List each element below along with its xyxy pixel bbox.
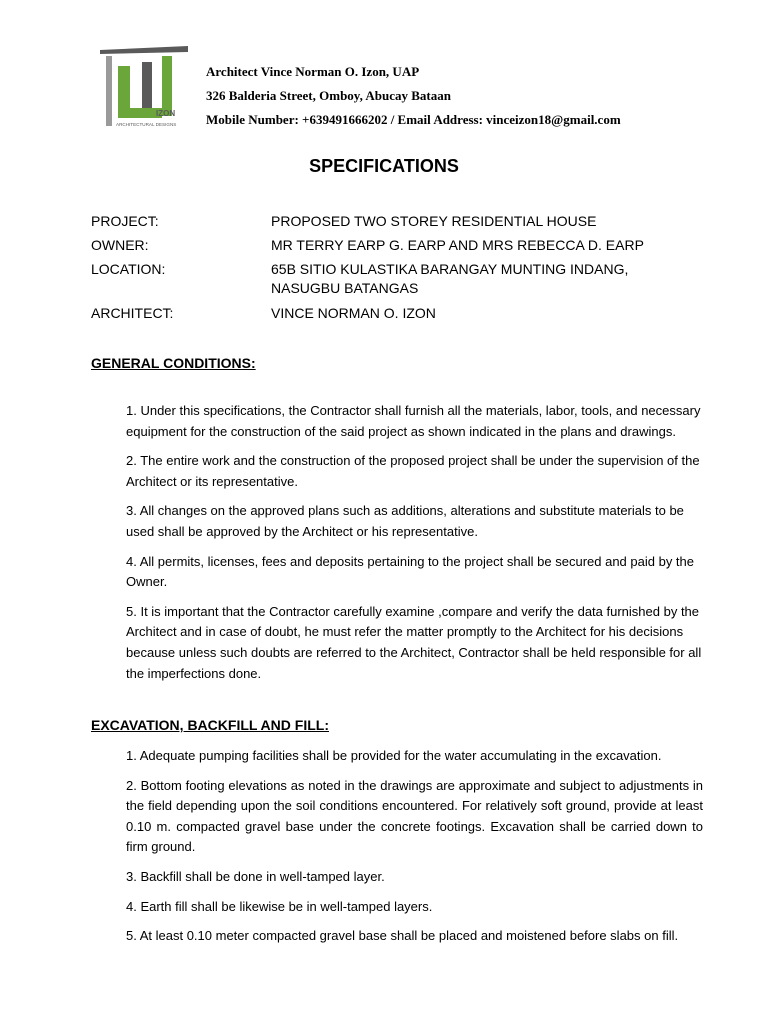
general-conditions-list	[126, 401, 703, 693]
architect-name: Architect Vince Norman O. Izon, UAP	[206, 64, 420, 79]
list-item: 5. At least 0.10 meter compacted gravel base shall be placed and moistened before slabs on fill.	[126, 928, 679, 944]
info-value: PROPOSED TWO STOREY RESIDENTIAL HOUSE	[271, 213, 597, 229]
info-value: 65B SITIO KULASTIKA BARANGAY MUNTING INDANG, NASUGBU BATANGAS	[271, 261, 629, 296]
info-value: MR TERRY EARP G. EARP AND MRS REBECCA D. EARP	[271, 237, 644, 253]
list-item: 3. All changes on the approved plans such as additions, alterations and substitute materials to be used shall be approved by the Architect or his representative.	[126, 503, 684, 539]
info-label: LOCATION:	[91, 261, 166, 277]
logo-right-bar	[162, 56, 172, 116]
list-item: 4. Earth fill shall be likewise be in well-tamped layers.	[126, 898, 433, 914]
project-info	[91, 212, 691, 328]
info-label: PROJECT:	[91, 213, 159, 229]
info-label: OWNER:	[91, 237, 149, 253]
section-heading-excavation: EXCAVATION, BACKFILL AND FILL:	[91, 717, 329, 733]
info-row-owner	[91, 236, 691, 255]
excavation-list	[126, 746, 703, 956]
info-row-location	[91, 260, 691, 298]
list-item: 1. Under this specifications, the Contractor shall furnish all the materials, labor, tools, and necessary equipment for the construction of the said project as shown indicated in the plans and drawings.	[126, 403, 701, 439]
logo-left-post	[106, 56, 112, 126]
logo-roof	[100, 46, 188, 54]
info-label: ARCHITECT:	[91, 305, 174, 321]
list-item: 3. Backfill shall be done in well-tamped layer.	[126, 868, 385, 884]
logo-center-bar	[142, 62, 152, 108]
list-item: 2. The entire work and the construction of the proposed project shall be under the supervision of the Architect or its representative.	[126, 453, 700, 489]
info-row-project	[91, 212, 691, 231]
firm-logo	[96, 44, 192, 130]
list-item: 5. It is important that the Contractor carefully examine ,compare and verify the data furnished by the Architect and in case of doubt, he must refer the matter promptly to the Architect for his decisions because unless such doubts are referred to the Architect, Contractor shall be held responsible for all the imperfections done.	[126, 603, 702, 681]
list-item: 4. All permits, licenses, fees and deposits pertaining to the project shall be secured and paid by the Owner.	[126, 553, 695, 590]
document-title: SPECIFICATIONS	[309, 156, 459, 176]
contact-info: Mobile Number: +639491666202 / Email Address: vinceizon18@gmail.com	[206, 112, 621, 127]
letterhead-text	[206, 60, 621, 132]
list-item: 2. Bottom footing elevations as noted in the drawings are approximate and subject to adjustments in the field depending upon the soil conditions encountered. For relatively soft ground, provide at least 0.10 m. compacted gravel base under the concrete footings. Excavation shall be carried down to firm ground.	[126, 777, 703, 855]
info-row-architect	[91, 304, 691, 323]
info-value: VINCE NORMAN O. IZON	[271, 305, 436, 321]
list-item: 1. Adequate pumping facilities shall be provided for the water accumulating in the excavation.	[126, 748, 662, 763]
office-address: 326 Balderia Street, Omboy, Abucay Bataan	[206, 88, 451, 103]
section-heading-general-conditions: GENERAL CONDITIONS:	[91, 355, 256, 371]
logo-subtext: ARCHITECTURAL DESIGNS	[116, 122, 177, 127]
logo-wordmark: IZON	[156, 109, 176, 118]
